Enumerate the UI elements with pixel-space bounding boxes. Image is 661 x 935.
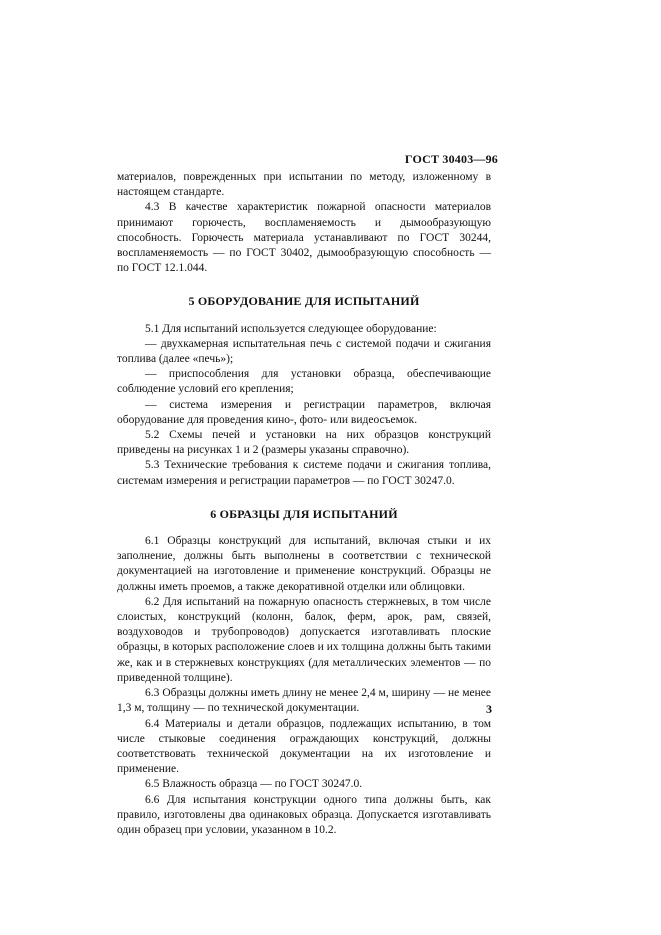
paragraph: 5.2 Схемы печей и установки на них образцов конструкций приведены на рисунках 1 и 2 (размеры указаны справочно).	[117, 429, 491, 457]
paragraph: 5.3 Технические требования к системе подачи и сжигания топлива, системам измерения и регистрации параметров — по ГОСТ 30247.0.	[117, 459, 491, 487]
paragraph: 6.6 Для испытания конструкции одного типа должны быть, как правило, изготовлены два одинаковых образца. Допускается изготавливать один образец при условии, указанном в 10.2.	[117, 793, 491, 836]
paragraph: 6.2 Для испытаний на пожарную опасность стержневых, в том числе слоистых, конструкций (колонн, балок, ферм, арок, рам, связей, воздуховодов и трубопроводов) допускается изготавливать плоские образцы, в которых расположение слоев и их толщина должны быть такими же, как и в стержневых конструкциях (для металлических элементов — по приведенной толщине).	[117, 595, 491, 684]
list-item: — система измерения и регистрации параметров, включая оборудование для проведения кино-, фото- или видеосъемок.	[117, 398, 491, 426]
document-body	[117, 170, 491, 838]
paragraph: 6.1 Образцы конструкций для испытаний, включая стыки и их заполнение, должны быть выполнены в соответствии с технической документацией на изготовление и применение конструкций. Образцы не должны иметь проемов, а также декоративной отделки или облицовки.	[117, 535, 491, 593]
page-number: 3	[486, 702, 492, 716]
paragraph: 4.3 В качестве характеристик пожарной опасности материалов принимают горючесть, воспламеняемость и дымообразующую способность. Горючесть материала устанавливают по ГОСТ 30244, воспламеняемость — по ГОСТ 30402, дымообразующую способность — по ГОСТ 12.1.044.	[117, 201, 491, 275]
paragraph: материалов, поврежденных при испытании по методу, изложенному в настоящем стандарте.	[117, 171, 491, 199]
list-item: — двухкамерная испытательная печь с системой подачи и сжигания топлива (далее «печь»);	[117, 337, 491, 366]
paragraph: 5.1 Для испытаний используется следующее оборудование:	[145, 322, 437, 335]
document-code-header: ГОСТ 30403—96	[404, 152, 498, 166]
paragraph: 6.5 Влажность образца — по ГОСТ 30247.0.	[145, 778, 363, 791]
list-item: — приспособления для установки образца, обеспечивающие соблюдение условий его крепления;	[117, 368, 491, 396]
section-5-heading: 5 ОБОРУДОВАНИЕ ДЛЯ ИСПЫТАНИЙ	[188, 294, 420, 309]
paragraph: 6.4 Материалы и детали образцов, подлежащих испытанию, в том числе стыковые соединения ограждающих конструкций, должны соответствовать технической документации на их изготовление и применение.	[117, 717, 491, 776]
paragraph: 6.3 Образцы должны иметь длину не менее 2,4 м, ширину — не менее 1,3 м, толщину — по технической документации.	[117, 687, 491, 715]
section-6-heading: 6 ОБРАЗЦЫ ДЛЯ ИСПЫТАНИЙ	[210, 506, 398, 521]
